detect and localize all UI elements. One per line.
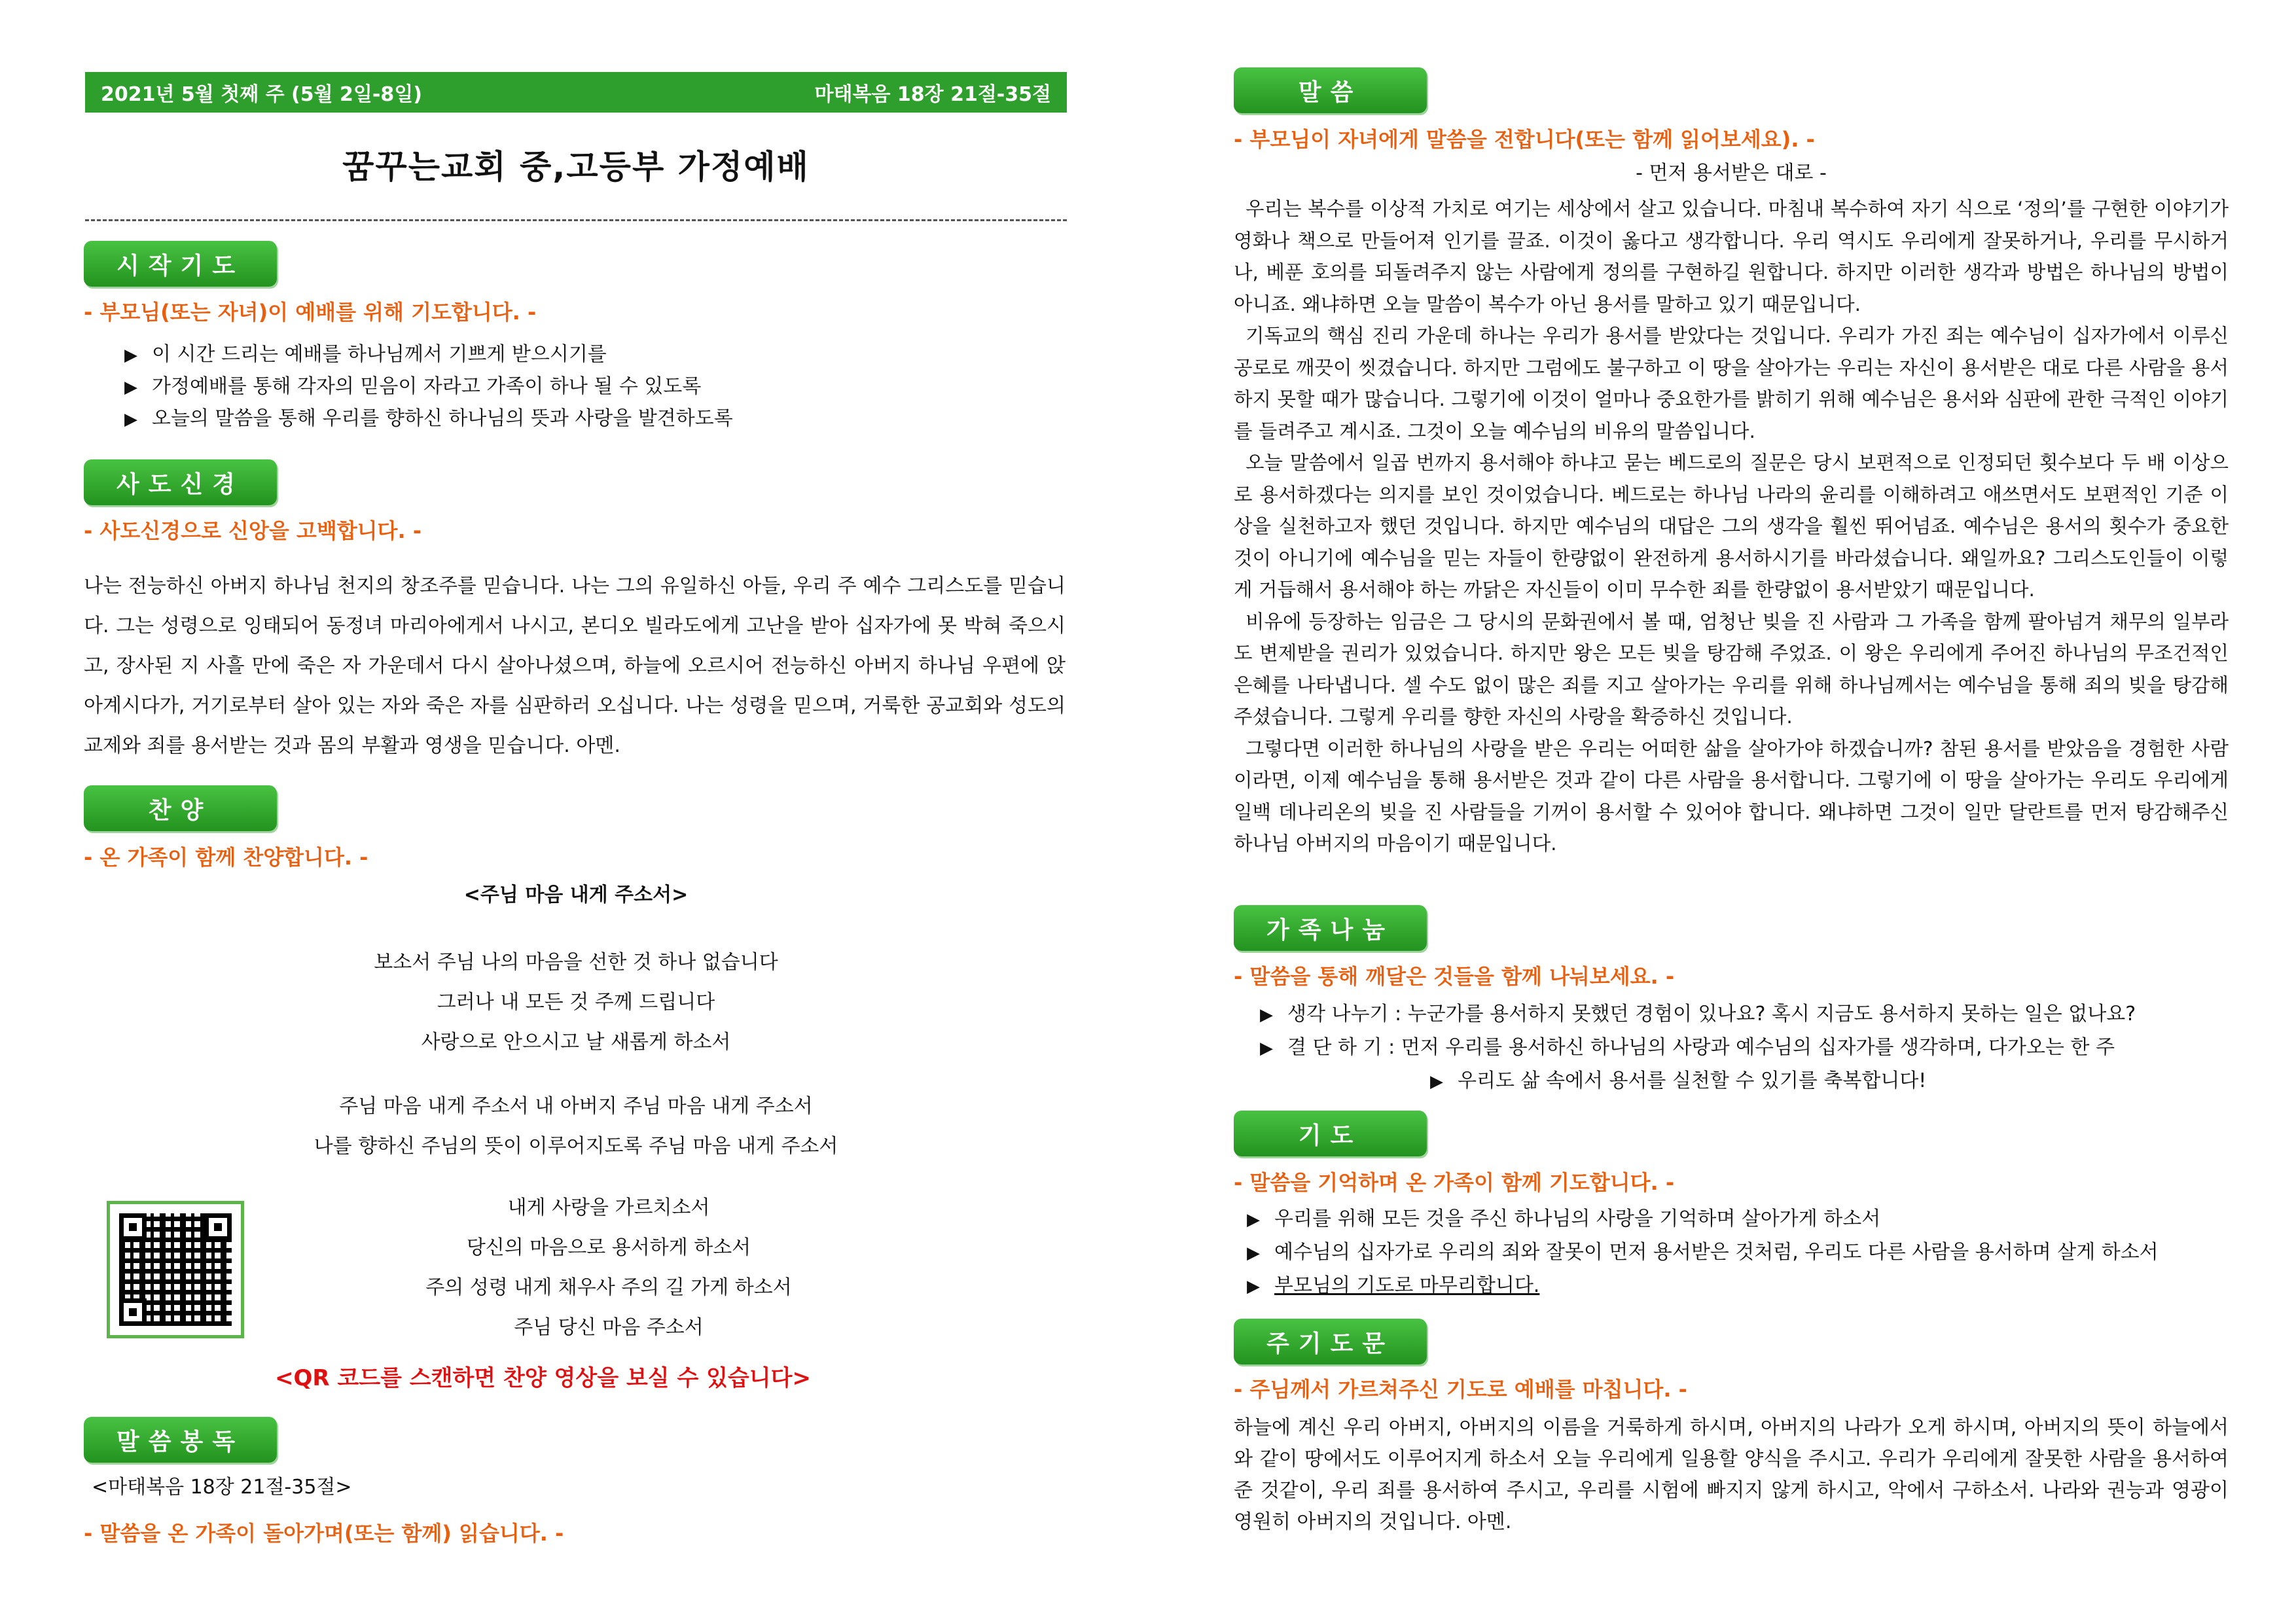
list-item: ▶ 우리를 위해 모든 것을 주신 하나님의 사랑을 기억하며 살아가게 하소서 xyxy=(1247,1203,2222,1236)
sharing-instruction: - 말씀을 통해 깨달은 것들을 함께 나눠보세요. - xyxy=(1234,964,1675,989)
opening-prayer-list xyxy=(124,339,1041,435)
date-bar xyxy=(85,72,1067,113)
praise-instruction: - 온 가족이 함께 찬양합니다. - xyxy=(84,845,368,870)
qr-pattern xyxy=(119,1213,232,1326)
list-item: ▶ 예수님의 십자가로 우리의 죄와 잘못이 먼저 용서받은 것처럼, 우리도 다른 사람을 용서하며 살게 하소서 xyxy=(1247,1236,2222,1270)
sermon-paragraph: 우리는 복수를 이상적 가치로 여기는 세상에서 살고 있습니다. 마침내 복수하여 자기 식으로 ‘정의’를 구현한 이야기가 영화나 책으로 만들어져 인기를 끌죠. 이것이 옳다고 생각합니다. 우리 역시도 우리에게 잘못하거나, 우리를 무시하거나, 베푼 호의를 되돌려주지 않는 사람에게 정의를 구현하길 원합니다. 하지만 이러한 생각과 방법은 하나님의 방법이 아니죠. 왜냐하면 오늘 말씀이 복수가 아닌 용서를 말하고 있기 때문입니다. xyxy=(1234,198,2229,315)
sermon-instruction: - 부모님이 자녀에게 말씀을 전합니다(또는 함께 읽어보세요). - xyxy=(1234,127,1815,152)
section-sharing: 가족나눔 xyxy=(1234,905,1427,951)
lyrics-verse-1 xyxy=(85,942,1067,1062)
section-praise: 찬양 xyxy=(84,785,277,831)
list-item: ▶ 가정예배를 통해 각자의 믿음이 자라고 가족이 하나 될 수 있도록 xyxy=(124,371,1041,403)
lyric-line: 보소서 주님 나의 마음을 선한 것 하나 없습니다 xyxy=(374,951,778,974)
sharing-q2-label: 결 단 하 기 : xyxy=(1287,1036,1395,1059)
sharing-q2: 먼저 우리를 용서하신 하나님의 사랑과 예수님의 십자가를 생각하며, 다가오는 한 주 xyxy=(1401,1036,2115,1059)
lyrics-chorus xyxy=(85,1086,1067,1166)
lyric-line: 주님 당신 마음 주소서 xyxy=(514,1316,704,1339)
lyric-line: 그러나 내 모든 것 주께 드립니다 xyxy=(437,991,715,1014)
lyric-line: 주의 성령 내게 채우사 주의 길 가게 하소서 xyxy=(425,1276,792,1299)
list-item xyxy=(1260,998,2222,1031)
list-item: ▶ 부모님의 기도로 마무리합니다. xyxy=(1247,1270,2222,1303)
sharing-q1: 누군가를 용서하지 못했던 경험이 있나요? 혹시 지금도 용서하지 못하는 일은 없나요? xyxy=(1407,1003,2136,1026)
section-lords-prayer: 주기도문 xyxy=(1234,1319,1427,1364)
passage-ref: 마태복음 18장 21절-35절 xyxy=(814,83,1051,106)
divider xyxy=(85,219,1067,221)
sharing-q2-cont: ▶ 우리도 삶 속에서 용서를 실천할 수 있기를 축복합니다! xyxy=(1260,1065,2222,1098)
qr-code[interactable] xyxy=(107,1201,244,1338)
lyric-line: 나를 향하신 주님의 뜻이 이루어지도록 주님 마음 내게 주소서 xyxy=(314,1135,838,1158)
creed-text: 나는 전능하신 아버지 하나님 천지의 창조주를 믿습니다. 나는 그의 유일하신 아들, 우리 주 예수 그리스도를 믿습니다. 그는 성령으로 잉태되어 동정녀 마리아에게서 나시고, 본디오 빌라도에게 고난을 받아 십자가에 못 박혀 죽으시고, 장사된 지 사흘 만에 죽은 자 가운데서 다시 살아나셨으며, 하늘에 오르시어 전능하신 아버지 하나님 우편에 앉아계시다가, 거기로부터 살아 있는 자와 죽은 자를 심판하러 오십니다. 나는 성령을 믿으며, 거룩한 공교회와 성도의 교제와 죄를 용서받는 것과 몸의 부활과 영생을 믿습니다. 아멘. xyxy=(84,575,1066,757)
lyric-line: 내게 사랑을 가르치소서 xyxy=(507,1196,710,1219)
sermon-paragraph: 오늘 말씀에서 일곱 번까지 용서해야 하냐고 묻는 베드로의 질문은 당시 보편적으로 인정되던 횟수보다 두 배 이상으로 용서하겠다는 의지를 보인 것이었습니다. 베드로는 하나님 나라의 윤리를 이해하려고 애쓰면서도 보편적인 기준 이상을 실천하고자 했던 것입니다. 하지만 예수님의 대답은 그의 생각을 훨씬 뛰어넘죠. 예수님은 용서의 횟수가 중요한 것이 아니기에 예수님을 믿는 자들이 한량없이 완전하게 용서하시기를 바라셨습니다. 왜일까요? 그리스도인들이 이렇게 거듭해서 용서해야 하는 까닭은 자신들이 이미 무수한 죄를 한량없이 용서받았기 때문입니다. xyxy=(1234,452,2229,601)
section-opening-prayer: 시작기도 xyxy=(84,241,277,287)
section-creed: 사도신경 xyxy=(84,459,277,505)
list-item: ▶ 오늘의 말씀을 통해 우리를 향하신 하나님의 뜻과 사랑을 발견하도록 xyxy=(124,403,1041,435)
sharing-list xyxy=(1260,998,2222,1098)
prayer-instruction: - 말씀을 기억하며 온 가족이 함께 기도합니다. - xyxy=(1234,1170,1675,1195)
sharing-q1-label: 생각 나누기 : xyxy=(1287,1003,1402,1026)
reading-instruction: - 말씀을 온 가족이 돌아가며(또는 함께) 읽습니다. - xyxy=(84,1521,564,1546)
section-prayer: 기도 xyxy=(1234,1111,1427,1156)
week-date: 2021년 5월 첫째 주 (5월 2일-8일) xyxy=(101,83,422,106)
prayer-list xyxy=(1247,1203,2222,1303)
list-item xyxy=(1260,1031,2222,1065)
sermon-paragraph: 비유에 등장하는 임금은 그 당시의 문화권에서 볼 때, 엄청난 빚을 진 사람과 그 가족을 함께 팔아넘겨 채무의 일부라도 변제받을 권리가 있었습니다. 하지만 왕은 모든 빚을 탕감해 주었죠. 이 왕은 우리에게 주어진 하나님의 무조건적인 은혜를 나타냅니다. 셀 수도 없이 많은 죄를 지고 살아가는 우리를 위해 하나님께서는 예수님을 통해 죄의 빚을 탕감해 주셨습니다. 그렇게 우리를 향한 자신의 사랑을 확증하신 것입니다. xyxy=(1234,610,2229,728)
creed-instruction: - 사도신경으로 신앙을 고백합니다. - xyxy=(84,518,422,543)
page-title: 꿈꾸는교회 중,고등부 가정예배 xyxy=(342,148,810,186)
opening-prayer-instruction: - 부모님(또는 자녀)이 예배를 위해 기도합니다. - xyxy=(84,300,537,325)
lords-prayer-instruction: - 주님께서 가르쳐주신 기도로 예배를 마칩니다. - xyxy=(1234,1377,1687,1402)
song-title: <주님 마음 내게 주소서> xyxy=(463,883,689,906)
qr-note: <QR 코드를 스캔하면 찬양 영상을 보실 수 있습니다> xyxy=(275,1365,811,1391)
lyric-line: 당신의 마음으로 용서하게 하소서 xyxy=(466,1236,751,1259)
sermon-body xyxy=(1234,193,2229,860)
lyric-line: 주님 마음 내게 주소서 내 아버지 주님 마음 내게 주소서 xyxy=(339,1095,813,1118)
list-item: ▶ 이 시간 드리는 예배를 하나님께서 기쁘게 받으시기를 xyxy=(124,339,1041,371)
sermon-title: - 먼저 용서받은 대로 - xyxy=(1636,162,1827,185)
sermon-paragraph: 그렇다면 이러한 하나님의 사랑을 받은 우리는 어떠한 삶을 살아가야 하겠습니까? 참된 용서를 받았음을 경험한 사람이라면, 이제 예수님을 통해 용서받은 것과 같이 다른 사람을 용서합니다. 그렇기에 이 땅을 살아가는 우리도 우리에게 일백 데나리온의 빚을 진 사람들을 기꺼이 용서할 수 있어야 합니다. 왜냐하면 그것이 일만 달란트를 먼저 탕감해주신 하나님 아버지의 마음이기 때문입니다. xyxy=(1234,737,2229,855)
lyric-line: 사랑으로 안으시고 날 새롭게 하소서 xyxy=(421,1031,731,1054)
section-reading: 말씀봉독 xyxy=(84,1417,277,1463)
reading-ref: <마태복음 18장 21절-35절> xyxy=(92,1476,352,1499)
lyrics-verse-2 xyxy=(281,1188,936,1347)
lords-prayer-text: 하늘에 계신 우리 아버지, 아버지의 이름을 거룩하게 하시며, 아버지의 나라가 오게 하시며, 아버지의 뜻이 하늘에서와 같이 땅에서도 이루어지게 하소서 오늘 우리에게 일용할 양식을 주시고. 우리가 우리에게 잘못한 사람을 용서하여 준 것같이, 우리 죄를 용서하여 주시고, 우리를 시험에 빠지지 않게 하시고, 악에서 구하소서. 나라와 권능과 영광이 영원히 아버지의 것입니다. 아멘. xyxy=(1234,1416,2229,1533)
section-sermon: 말씀 xyxy=(1234,67,1427,113)
sermon-paragraph: 기독교의 핵심 진리 가운데 하나는 우리가 용서를 받았다는 것입니다. 우리가 가진 죄는 예수님이 십자가에서 이루신 공로로 깨끗이 씻겼습니다. 하지만 그럼에도 불구하고 이 땅을 살아가는 우리는 자신이 용서받은 대로 다른 사람을 용서하지 못할 때가 많습니다. 그렇기에 이것이 얼마나 중요한가를 밝히기 위해 예수님은 용서와 심판에 관한 극적인 이야기를 들려주고 계시죠. 그것이 오늘 예수님의 비유의 말씀입니다. xyxy=(1234,325,2229,442)
